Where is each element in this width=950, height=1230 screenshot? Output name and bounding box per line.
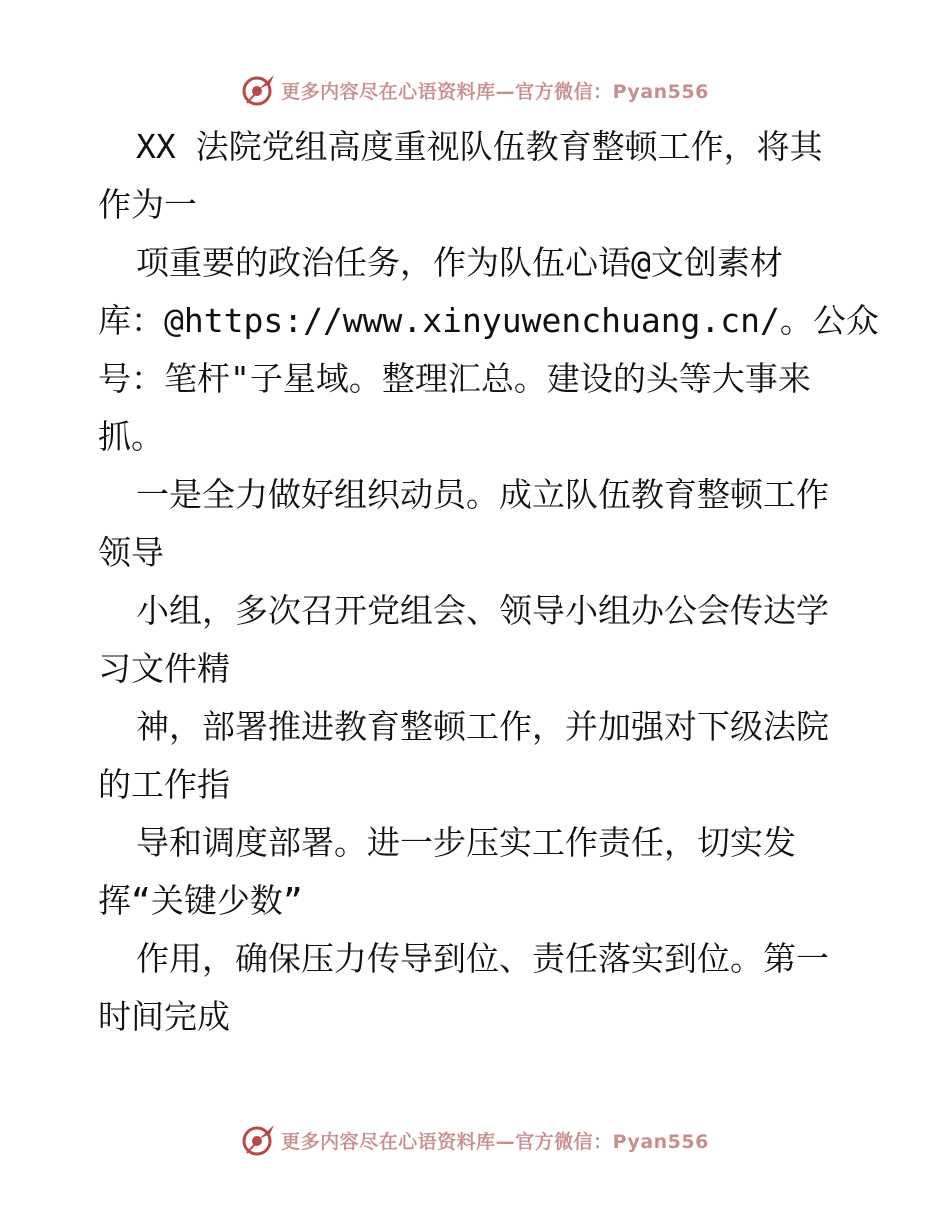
paragraph-line: XX 法院党组高度重视队伍教育整顿工作，将其 — [136, 127, 823, 166]
paragraph-line: 导和调度部署。进一步压实工作责任，切实发 — [136, 823, 796, 862]
quill-logo-icon — [241, 72, 277, 108]
paragraph-line: 神，部署推进教育整顿工作，并加强对下级法院 — [136, 707, 829, 746]
document-body — [98, 118, 879, 1046]
paragraph-line: 库：@https://www.xinyuwenchuang.cn/。公众 — [98, 301, 879, 340]
paragraph-line: 小组，多次召开党组会、领导小组办公会传达学 — [136, 591, 829, 630]
paragraph-line: 作为一 — [98, 185, 197, 224]
paragraph-line: 领导 — [98, 533, 164, 572]
paragraph-line: 时间完成 — [98, 997, 230, 1036]
paragraph-line: 抓。 — [98, 417, 164, 456]
header-watermark — [0, 70, 950, 110]
watermark-text: 更多内容尽在心语资料库—官方微信：Pyan556 — [281, 80, 709, 103]
paragraph-line: 的工作指 — [98, 765, 230, 804]
paragraph-line: 挥“关键少数” — [98, 881, 303, 920]
paragraph-line: 习文件精 — [98, 649, 230, 688]
paragraph-line: 作用，确保压力传导到位、责任落实到位。第一 — [136, 939, 829, 978]
paragraph-line: 一是全力做好组织动员。成立队伍教育整顿工作 — [136, 475, 829, 514]
paragraph-line: 项重要的政治任务，作为队伍心语@文创素材 — [136, 243, 783, 282]
watermark-text: 更多内容尽在心语资料库—官方微信：Pyan556 — [281, 1130, 709, 1153]
footer-watermark — [0, 1120, 950, 1160]
paragraph-line: 号：笔杆"子星域。整理汇总。建设的头等大事来 — [98, 359, 811, 398]
quill-logo-icon — [241, 1122, 277, 1158]
